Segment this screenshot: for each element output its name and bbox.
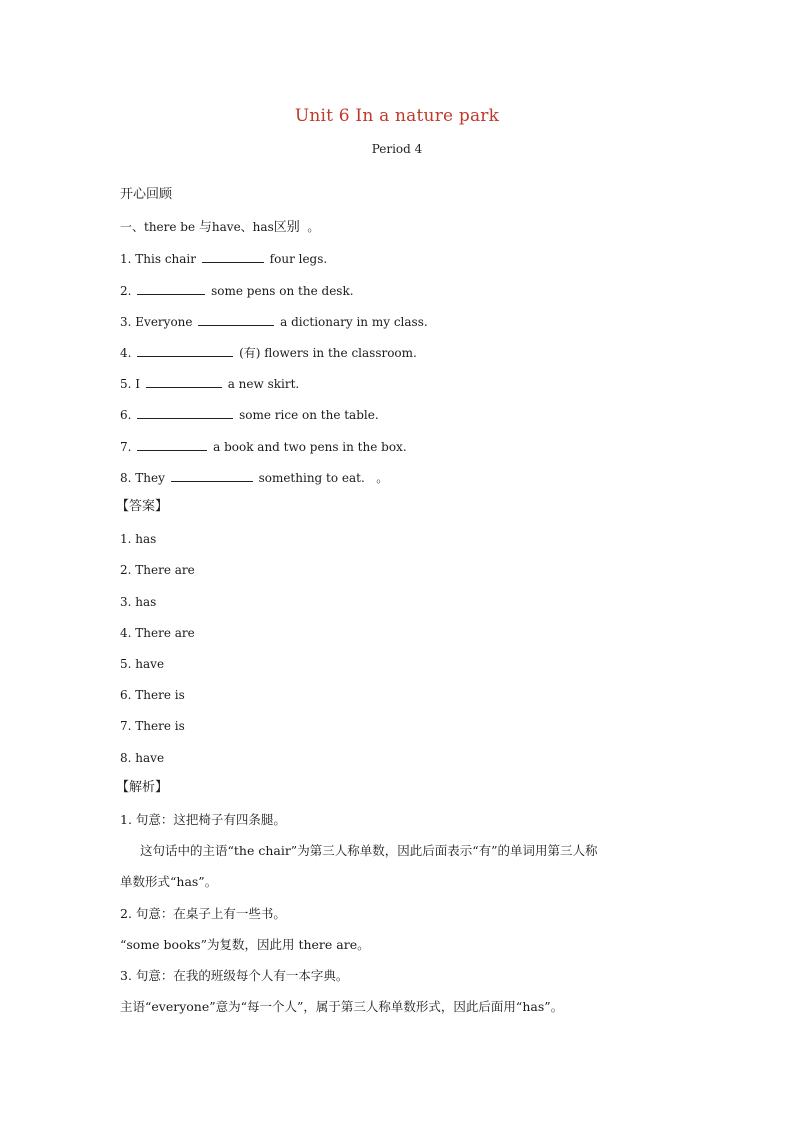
- answer-5: [120, 656, 164, 672]
- analysis-1-body-line2: 单数形式“has”。: [120, 874, 218, 889]
- question-after: (有) flowers in the classroom.: [239, 346, 417, 360]
- instruction-prefix: 一、there be: [120, 220, 199, 234]
- answer-text: There is: [135, 688, 185, 702]
- answer-4: [120, 625, 195, 641]
- answers-heading: 【答案】: [116, 499, 169, 514]
- answer-text: have: [135, 751, 165, 765]
- answer-number: 6.: [120, 688, 132, 702]
- answer-text: There are: [135, 626, 195, 640]
- answer-blank[interactable]: [202, 250, 264, 263]
- instruction-end: 。: [307, 220, 320, 234]
- question-before: This chair: [135, 252, 197, 266]
- analysis-3-title: 3. 句意：在我的班级每个人有一本字典。: [120, 968, 349, 983]
- answer-1: [120, 531, 156, 547]
- answer-text: has: [135, 532, 157, 546]
- answer-text: has: [135, 595, 157, 609]
- question-number: 3.: [120, 315, 132, 329]
- question-7: [120, 438, 407, 455]
- answer-text: There is: [135, 719, 185, 733]
- question-before: They: [135, 471, 165, 485]
- question-8: [120, 469, 388, 486]
- question-before: I: [135, 377, 141, 391]
- answer-blank[interactable]: [198, 313, 274, 326]
- answer-blank[interactable]: [137, 344, 233, 357]
- question-after: a book and two pens in the box.: [213, 440, 407, 454]
- question-number: 7.: [120, 440, 132, 454]
- answer-blank[interactable]: [146, 375, 222, 388]
- answer-blank[interactable]: [137, 406, 233, 419]
- answer-number: 5.: [120, 657, 132, 671]
- answer-7: [120, 718, 185, 734]
- analysis-1-title: 1. 句意：这把椅子有四条腿。: [120, 812, 286, 827]
- question-tail: 。: [376, 471, 389, 485]
- document-title: Unit 6 In a nature park: [294, 106, 500, 126]
- analysis-3-body: 主语“everyone”意为“每一个人”，属于第三人称单数形式，因此后面用“has”。: [120, 999, 564, 1014]
- answer-text: have: [135, 657, 165, 671]
- question-6: [120, 406, 379, 423]
- answer-blank[interactable]: [171, 469, 253, 482]
- answer-2: [120, 562, 195, 578]
- analysis-2-title: 2. 句意：在桌子上有一些书。: [120, 906, 286, 921]
- analysis-heading: 【解析】: [116, 780, 169, 795]
- question-number: 2.: [120, 284, 132, 298]
- question-number: 4.: [120, 346, 132, 360]
- instruction-line: [120, 219, 319, 236]
- question-1: [120, 250, 327, 267]
- answer-blank[interactable]: [137, 282, 205, 295]
- answer-number: 2.: [120, 563, 132, 577]
- answer-blank[interactable]: [137, 438, 207, 451]
- analysis-2-body: “some books”为复数，因此用 there are。: [120, 937, 370, 952]
- section-heading-review: 开心回顾: [120, 187, 173, 202]
- analysis-1-body-line1: 这句话中的主语“the chair”为第三人称单数，因此后面表示“有”的单词用第三人称: [140, 843, 598, 858]
- question-after: something to eat.: [258, 471, 365, 485]
- answer-number: 4.: [120, 626, 132, 640]
- answer-number: 3.: [120, 595, 132, 609]
- answer-6: [120, 687, 185, 703]
- answer-number: 1.: [120, 532, 132, 546]
- answer-8: [120, 750, 164, 766]
- question-2: [120, 282, 354, 299]
- instruction-mid3: 区别: [273, 220, 300, 235]
- question-number: 5.: [120, 377, 132, 391]
- question-after: some rice on the table.: [239, 408, 379, 422]
- answer-number: 8.: [120, 751, 132, 765]
- question-4: [120, 344, 417, 361]
- instruction-mid1: 与: [198, 220, 212, 235]
- instruction-mid2: have、has: [211, 220, 274, 234]
- question-number: 6.: [120, 408, 132, 422]
- answer-3: [120, 594, 156, 610]
- question-after: a dictionary in my class.: [280, 315, 428, 329]
- answer-number: 7.: [120, 719, 132, 733]
- question-3: [120, 313, 428, 330]
- question-before: Everyone: [135, 315, 193, 329]
- document-subtitle: Period 4: [371, 142, 423, 156]
- question-after: some pens on the desk.: [211, 284, 354, 298]
- question-number: 8.: [120, 471, 132, 485]
- question-number: 1.: [120, 252, 132, 266]
- question-after: four legs.: [269, 252, 328, 266]
- question-5: [120, 375, 299, 392]
- question-after: a new skirt.: [227, 377, 300, 391]
- answer-text: There are: [135, 563, 195, 577]
